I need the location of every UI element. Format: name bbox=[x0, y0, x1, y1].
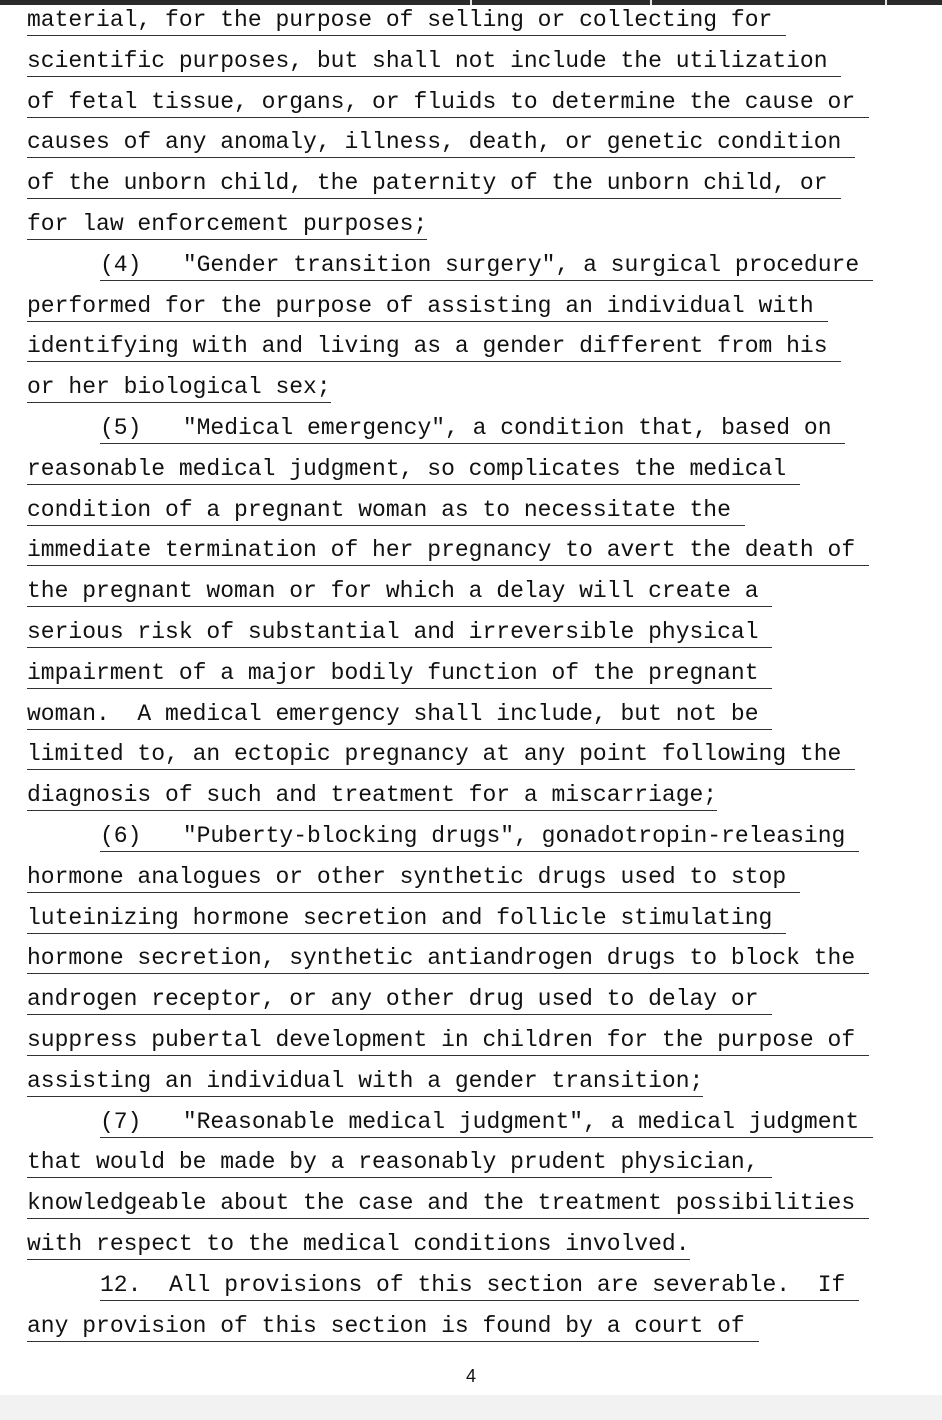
text-line bbox=[27, 168, 841, 198]
text-line bbox=[27, 1311, 759, 1341]
page-footer-band bbox=[0, 1395, 942, 1420]
line-text: androgen receptor, or any other drug used to delay or bbox=[27, 984, 772, 1015]
text-line bbox=[27, 617, 772, 647]
text-line bbox=[27, 658, 772, 688]
text-line bbox=[100, 1107, 873, 1137]
line-text: (7) "Reasonable medical judgment", a medical judgment bbox=[100, 1107, 873, 1138]
text-line bbox=[27, 331, 841, 361]
line-text: serious risk of substantial and irreversible physical bbox=[27, 617, 772, 648]
line-text: impairment of a major bodily function of the pregnant bbox=[27, 658, 772, 689]
text-line bbox=[27, 495, 745, 525]
line-text: or her biological sex; bbox=[27, 372, 331, 403]
text-line bbox=[27, 535, 869, 565]
text-line bbox=[27, 372, 331, 402]
text-line bbox=[100, 413, 845, 443]
line-text: (6) "Puberty-blocking drugs", gonadotropin-releasing bbox=[100, 821, 859, 852]
line-text: causes of any anomaly, illness, death, or genetic condition bbox=[27, 127, 855, 158]
text-line bbox=[27, 1025, 869, 1055]
text-line bbox=[100, 1270, 859, 1300]
text-line bbox=[27, 127, 855, 157]
line-text: knowledgeable about the case and the treatment possibilities bbox=[27, 1188, 869, 1219]
line-text: identifying with and living as a gender different from his bbox=[27, 331, 841, 362]
text-line bbox=[27, 862, 800, 892]
text-line bbox=[27, 87, 869, 117]
line-text: with respect to the medical conditions involved. bbox=[27, 1229, 690, 1260]
text-line bbox=[27, 5, 786, 35]
line-text: performed for the purpose of assisting an individual with bbox=[27, 291, 828, 322]
line-text: reasonable medical judgment, so complicates the medical bbox=[27, 454, 800, 485]
line-text: of fetal tissue, organs, or fluids to determine the cause or bbox=[27, 87, 869, 118]
line-text: diagnosis of such and treatment for a miscarriage; bbox=[27, 780, 717, 811]
text-line bbox=[27, 780, 717, 810]
line-text: the pregnant woman or for which a delay will create a bbox=[27, 576, 772, 607]
text-line bbox=[27, 209, 427, 239]
line-text: woman. A medical emergency shall include, but not be bbox=[27, 699, 772, 730]
text-line bbox=[27, 903, 786, 933]
line-text: (4) "Gender transition surgery", a surgical procedure bbox=[100, 250, 873, 281]
page-number: 4 bbox=[465, 1366, 476, 1386]
text-line bbox=[27, 1066, 703, 1096]
line-text: assisting an individual with a gender transition; bbox=[27, 1066, 703, 1097]
line-text: suppress pubertal development in children for the purpose of bbox=[27, 1025, 869, 1056]
line-text: of the unborn child, the paternity of the unborn child, or bbox=[27, 168, 841, 199]
line-text: immediate termination of her pregnancy to avert the death of bbox=[27, 535, 869, 566]
line-text: condition of a pregnant woman as to necessitate the bbox=[27, 495, 745, 526]
text-line bbox=[27, 1229, 690, 1259]
line-text: hormone analogues or other synthetic drugs used to stop bbox=[27, 862, 800, 893]
text-line bbox=[27, 291, 828, 321]
line-text: (5) "Medical emergency", a condition that, based on bbox=[100, 413, 845, 444]
text-line bbox=[100, 250, 873, 280]
text-line bbox=[27, 699, 772, 729]
text-line bbox=[27, 739, 855, 769]
line-text: any provision of this section is found by a court of bbox=[27, 1311, 759, 1342]
line-text: for law enforcement purposes; bbox=[27, 209, 427, 240]
text-line bbox=[27, 943, 869, 973]
text-line bbox=[27, 1147, 772, 1177]
text-line bbox=[27, 454, 800, 484]
text-line bbox=[100, 821, 859, 851]
text-line bbox=[27, 1188, 869, 1218]
line-text: that would be made by a reasonably prudent physician, bbox=[27, 1147, 772, 1178]
text-line bbox=[27, 576, 772, 606]
line-text: scientific purposes, but shall not include the utilization bbox=[27, 46, 841, 77]
line-text: 12. All provisions of this section are severable. If bbox=[100, 1270, 859, 1301]
line-text: hormone secretion, synthetic antiandrogen drugs to block the bbox=[27, 943, 869, 974]
text-line bbox=[27, 984, 772, 1014]
line-text: luteinizing hormone secretion and follicle stimulating bbox=[27, 903, 786, 934]
text-line bbox=[27, 46, 841, 76]
line-text: limited to, an ectopic pregnancy at any point following the bbox=[27, 739, 855, 770]
line-text: material, for the purpose of selling or collecting for bbox=[27, 5, 786, 36]
